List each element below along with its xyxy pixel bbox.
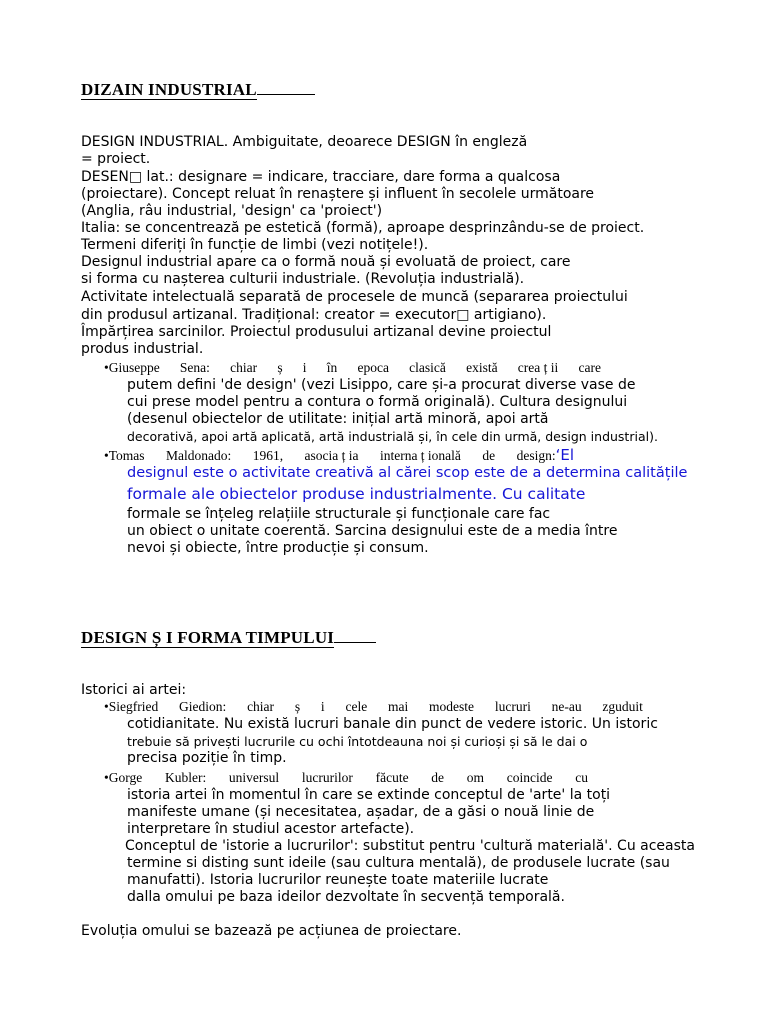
body-line: Italia: se concentrează pe estetică (formă), aproape desprinzându-se de proiect. — [81, 220, 645, 236]
bullet-word: lucruri — [494, 699, 531, 714]
bullet-word: •Giuseppe — [104, 360, 160, 375]
quote-start: ‘El — [555, 446, 574, 464]
bullet-word: om — [466, 770, 485, 785]
section-title: DIZAIN INDUSTRIAL — [81, 80, 257, 99]
bullet-siegfried-giedion — [104, 698, 643, 715]
body-line: si forma cu nașterea culturii industriale. (Revoluția industrială). — [81, 271, 525, 287]
bullet-word: cele — [345, 699, 368, 714]
bullet-word: Giedion: — [179, 699, 227, 714]
bullet-continuation: nevoi și obiecte, între producție și consum. — [127, 540, 429, 556]
quote-line: formale ale obiectelor produse industrialmente. Cu calitate — [127, 485, 586, 503]
bullet-continuation: manifeste umane (și necesitatea, așadar, de a găsi o nouă linie de — [127, 804, 595, 820]
bullet-word: •Gorge — [104, 770, 143, 785]
section-heading-dizain-industrial — [81, 80, 315, 100]
bullet-word: i — [302, 360, 307, 375]
bullet-word — [517, 447, 574, 464]
bullet-word: crea ț ii — [517, 360, 559, 375]
body-line: Istorici ai artei: — [81, 682, 187, 698]
bullet-word: •Tomas — [104, 448, 145, 463]
bullet-word-label: design: — [516, 448, 556, 463]
bullet-continuation: interpretare în studiul acestor artefacte). — [127, 821, 415, 837]
bullet-continuation: termine si disting sunt ideile (sau cultura mentală), de produsele lucrate (sau — [127, 855, 670, 871]
bullet-continuation: formale se înțeleg relațiile structurale și funcționale care fac — [127, 506, 551, 522]
bullet-continuation: manufatti). Istoria lucrurilor reunește toate materiile lucrate — [127, 872, 549, 888]
bullet-word: ș — [277, 360, 283, 375]
heading-underline — [334, 642, 376, 643]
bullet-word: făcute — [375, 770, 409, 785]
bullet-word: care — [578, 360, 601, 375]
bullet-gorge-kubler — [104, 769, 588, 786]
bullet-continuation: putem defini 'de design' (vezi Lisippo, care și-a procurat diverse vase de — [127, 377, 636, 393]
bullet-tomas-maldonado — [104, 447, 574, 464]
body-line: (proiectare). Concept reluat în renaștere și influent în secolele următoare — [81, 186, 595, 202]
bullet-word: ș — [294, 699, 301, 714]
bullet-word: interna ț ională — [379, 448, 461, 463]
heading-underline — [257, 94, 315, 95]
body-line: DESIGN INDUSTRIAL. Ambiguitate, deoarece DESIGN în engleză — [81, 134, 528, 150]
bullet-continuation: (desenul obiectelor de utilitate: inițial artă minoră, apoi artă — [127, 411, 549, 427]
bullet-continuation: Conceptul de 'istorie a lucrurilor': substitut pentru 'cultură materială'. Cu aceasta — [125, 838, 695, 854]
bullet-word: chiar — [247, 699, 275, 714]
bullet-continuation: istoria artei în momentul în care se extinde conceptul de 'arte' la toți — [127, 787, 611, 803]
bullet-word: coincide — [506, 770, 553, 785]
bullet-word: în — [326, 360, 338, 375]
body-line: Termeni diferiți în funcție de limbi (vezi notițele!). — [81, 237, 429, 253]
section-title: DESIGN Ș I FORMA TIMPULUI — [81, 628, 335, 647]
bullet-word: cu — [575, 770, 588, 785]
bullet-continuation: un obiect o unitate coerentă. Sarcina designului este de a media între — [127, 523, 618, 539]
bullet-continuation: decorativă, apoi artă aplicată, artă industrială și, în cele din urmă, design industrial). — [127, 429, 658, 444]
body-line: (Anglia, râu industrial, 'design' ca 'proiect') — [81, 203, 383, 219]
bullet-word: asocia ț ia — [304, 448, 359, 463]
bullet-continuation: cotidianitate. Nu există lucruri banale din punct de vedere istoric. Un istoric — [127, 716, 658, 732]
bullet-word: Sena: — [179, 360, 210, 375]
body-line: Designul industrial apare ca o formă nouă și evoluată de proiect, care — [81, 254, 571, 270]
bullet-word: epoca — [357, 360, 389, 375]
body-line: din produsul artizanal. Tradițional: creator = executor□ artigiano). — [81, 307, 547, 323]
bullet-word: mai — [388, 699, 409, 714]
bullet-word: universul — [228, 770, 280, 785]
bullet-continuation: trebuie să privești lucrurile cu ochi întotdeauna noi și curioși și să le dai o — [127, 734, 588, 749]
bullet-continuation: dalla omului pe baza ideilor dezvoltate în secvență temporală. — [127, 889, 565, 905]
body-line: = proiect. — [81, 151, 151, 167]
bullet-word: Kubler: — [164, 770, 207, 785]
bullet-word: chiar — [230, 360, 258, 375]
bullet-word: Maldonado: — [165, 448, 232, 463]
bullet-word: •Siegfried — [104, 699, 159, 714]
body-line: Activitate intelectuală separată de procesele de muncă (separarea proiectului — [81, 289, 628, 305]
bullet-word: zguduit — [602, 699, 643, 714]
body-line: DESEN□ lat.: designare = indicare, tracciare, dare forma a qualcosa — [81, 169, 561, 185]
bullet-word: de — [482, 448, 496, 463]
bullet-giuseppe-sena — [104, 359, 601, 376]
body-line: produs industrial. — [81, 341, 204, 357]
bullet-word: ne-au — [551, 699, 582, 714]
bullet-word: 1961, — [252, 448, 284, 463]
bullet-word: i — [320, 699, 325, 714]
bullet-word: lucrurilor — [301, 770, 353, 785]
closing-line: Evoluția omului se bazează pe acțiunea de proiectare. — [81, 923, 462, 939]
section-heading-design-si-forma-timpului — [81, 628, 376, 648]
bullet-word: clasică — [409, 360, 446, 375]
bullet-word: modeste — [429, 699, 475, 714]
bullet-word: de — [431, 770, 445, 785]
bullet-continuation: cui prese model pentru a contura o formă originală). Cultura designului — [127, 394, 628, 410]
bullet-word: există — [466, 360, 498, 375]
quote-line: designul este o activitate creativă al cărei scop este de a determina calitățile — [127, 465, 688, 481]
body-line: Împărțirea sarcinilor. Proiectul produsului artizanal devine proiectul — [81, 324, 552, 340]
bullet-continuation: precisa poziție în timp. — [127, 750, 287, 766]
